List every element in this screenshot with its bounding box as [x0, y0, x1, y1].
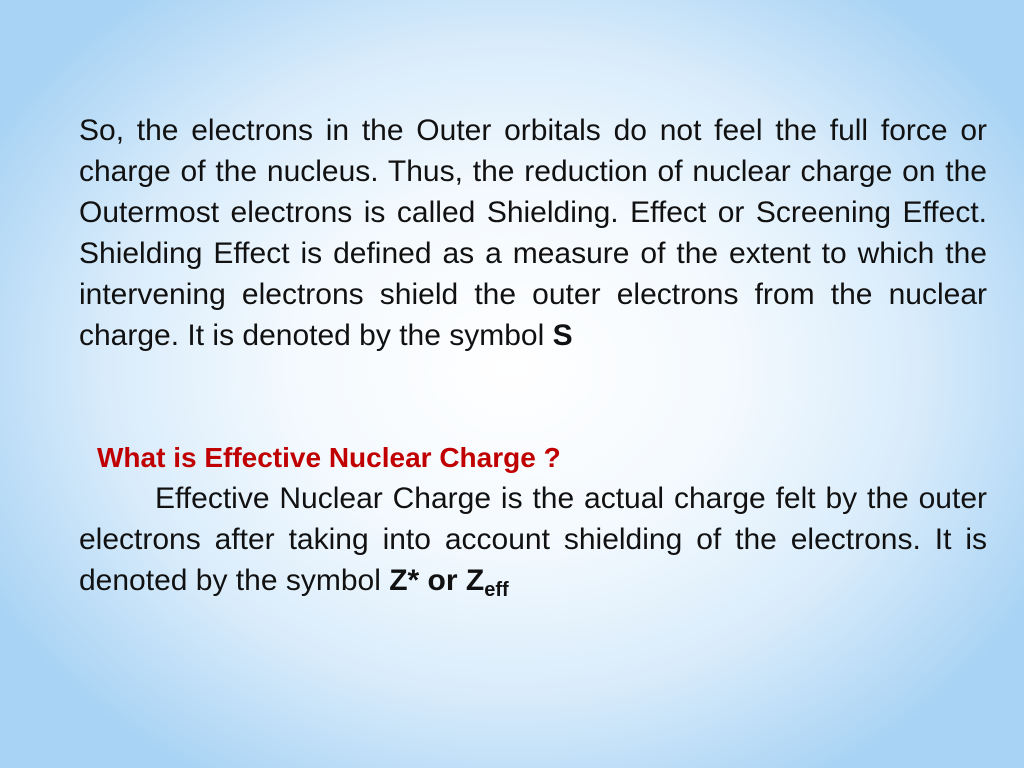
- effective-charge-symbol-subscript: eff: [484, 579, 509, 601]
- effective-charge-symbol: [389, 564, 509, 601]
- effective-charge-symbol-main: Z* or Z: [389, 564, 485, 597]
- shielding-text: So, the electrons in the Outer orbitals do not feel the full force or charge of the nucleus. Thus, the reduction of nuclear charge on the Outermost electrons is called Shielding. Effect or Screening Effect. Shielding Effect is defined as a measure of the extent to which the intervening electrons shield the outer electrons from the nuclear charge. It is denoted by the symbol: [79, 114, 987, 352]
- shielding-paragraph: [79, 110, 987, 356]
- effective-charge-heading: What is Effective Nuclear Charge ?: [97, 442, 561, 473]
- effective-charge-text: Effective Nuclear Charge is the actual charge felt by the outer electrons after taking into account shielding of the electrons. It is denoted by the symbol: [79, 482, 987, 597]
- shielding-symbol: S: [552, 319, 573, 352]
- effective-charge-paragraph: [79, 478, 987, 601]
